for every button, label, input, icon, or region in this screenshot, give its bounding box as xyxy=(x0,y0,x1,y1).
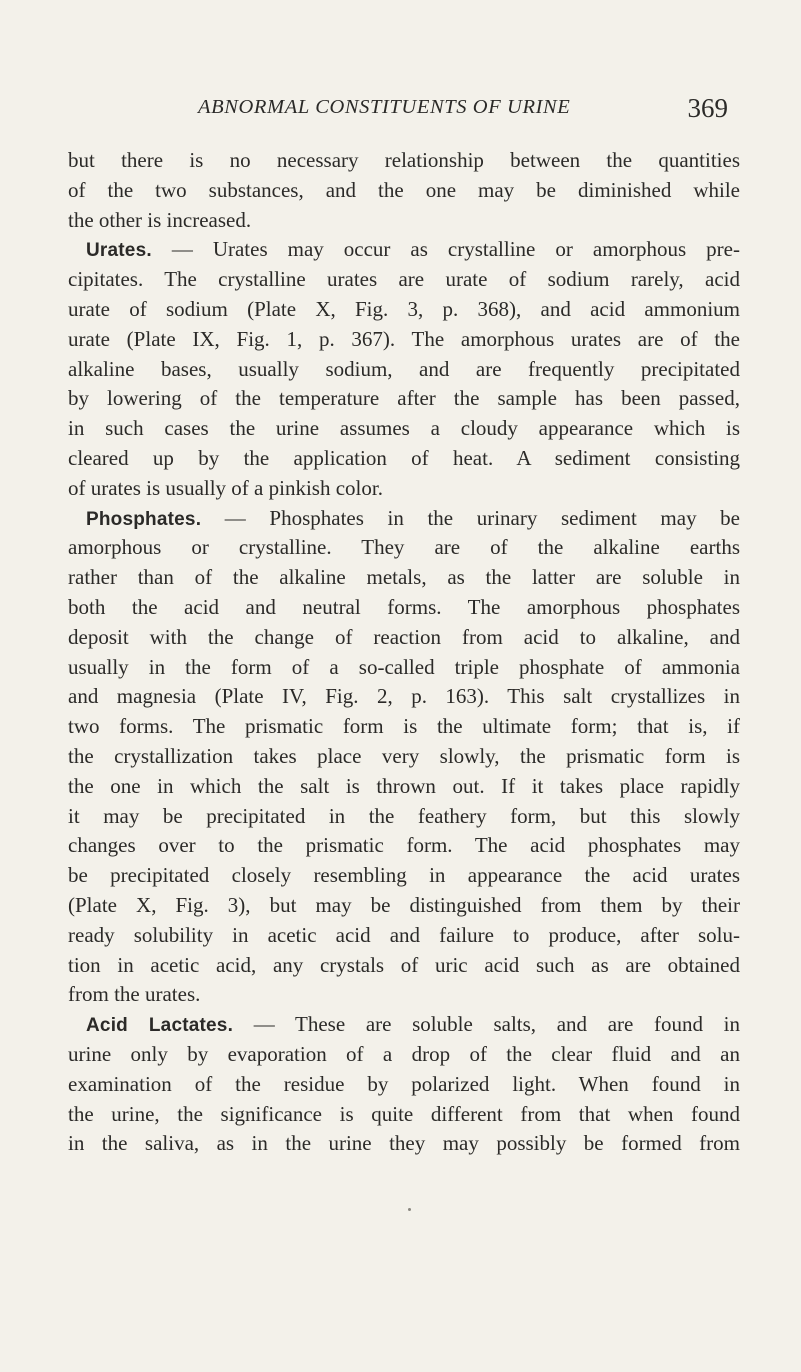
text-run: These are soluble salts, and are found in xyxy=(295,1012,740,1037)
text-line: of the two substances, and the one may be diminished while xyxy=(68,177,740,202)
text-line: both the acid and neutral forms. The amorphous phosphates xyxy=(68,594,740,619)
text-line: two forms. The prismatic form is the ultimate form; that is, if xyxy=(68,714,740,739)
text-line: cleared up by the application of heat. A sediment consisting xyxy=(68,445,740,470)
running-head xyxy=(68,93,728,130)
em-dash: — xyxy=(151,237,213,262)
text-line: ready solubility in acetic acid and failure to produce, after solu- xyxy=(68,922,740,947)
body-text xyxy=(68,146,740,1159)
text-line: changes over to the prismatic form. The acid phosphates may xyxy=(68,833,740,858)
text-line: the urine, the significance is quite different from that when found xyxy=(68,1101,740,1126)
text-line: of urates is usually of a pinkish color. xyxy=(68,475,383,500)
page-number: 369 xyxy=(687,93,728,123)
text-line: deposit with the change of reaction from acid to alkaline, and xyxy=(68,624,740,649)
paper-speck xyxy=(408,1208,411,1211)
section-heading-urates: Urates. xyxy=(86,240,152,262)
running-title: ABNORMAL CONSTITUENTS OF URINE xyxy=(198,96,571,118)
text-line: tion in acetic acid, any crystals of uric acid such as are obtained xyxy=(68,952,740,977)
text-line: (Plate X, Fig. 3), but may be distinguished from them by their xyxy=(68,892,740,917)
section-heading-phosphates: Phosphates. xyxy=(86,508,202,530)
text-line: examination of the residue by polarized light. When found in xyxy=(68,1071,740,1096)
text-run: Phosphates in the urinary sediment may be xyxy=(269,505,740,530)
text-line: but there is no necessary relationship between the quantities xyxy=(68,148,740,172)
text-line: by lowering of the temperature after the sample has been passed, xyxy=(68,386,740,411)
text-line: urate of sodium (Plate X, Fig. 3, p. 368), and acid ammonium xyxy=(68,296,740,321)
section-first-line-acid-lactates xyxy=(68,1010,740,1040)
text-line: urate (Plate IX, Fig. 1, p. 367). The amorphous urates are of the xyxy=(68,326,740,351)
text-run: Urates may occur as crystalline or amorphous pre- xyxy=(212,237,740,262)
text-line: from the urates. xyxy=(68,982,201,1007)
em-dash: — xyxy=(201,505,270,530)
text-line: urine only by evaporation of a drop of the clear fluid and an xyxy=(68,1041,740,1066)
text-line: alkaline bases, usually sodium, and are frequently precipitated xyxy=(68,356,740,381)
text-line: rather than of the alkaline metals, as the latter are soluble in xyxy=(68,565,740,590)
em-dash: — xyxy=(233,1012,296,1037)
text-line: be precipitated closely resembling in appearance the acid urates xyxy=(68,863,740,888)
text-line: the crystallization takes place very slowly, the prismatic form is xyxy=(68,743,740,768)
text-line: and magnesia (Plate IV, Fig. 2, p. 163). This salt crystallizes in xyxy=(68,684,740,709)
section-first-line-urates xyxy=(68,235,740,265)
text-line: amorphous or crystalline. They are of the alkaline earths xyxy=(68,535,740,560)
text-line: it may be precipitated in the feathery form, but this slowly xyxy=(68,803,740,828)
text-line: the one in which the salt is thrown out. If it takes place rapidly xyxy=(68,773,740,798)
section-heading-acid-lactates: Acid Lactates. xyxy=(86,1015,234,1037)
text-line: usually in the form of a so-called triple phosphate of ammonia xyxy=(68,654,740,679)
text-line: the other is increased. xyxy=(68,207,252,232)
text-line: in the saliva, as in the urine they may possibly be formed from xyxy=(68,1131,740,1156)
text-line: cipitates. The crystalline urates are urate of sodium rarely, acid xyxy=(68,267,740,292)
text-line: in such cases the urine assumes a cloudy appearance which is xyxy=(68,416,740,441)
section-first-line-phosphates xyxy=(68,504,740,534)
